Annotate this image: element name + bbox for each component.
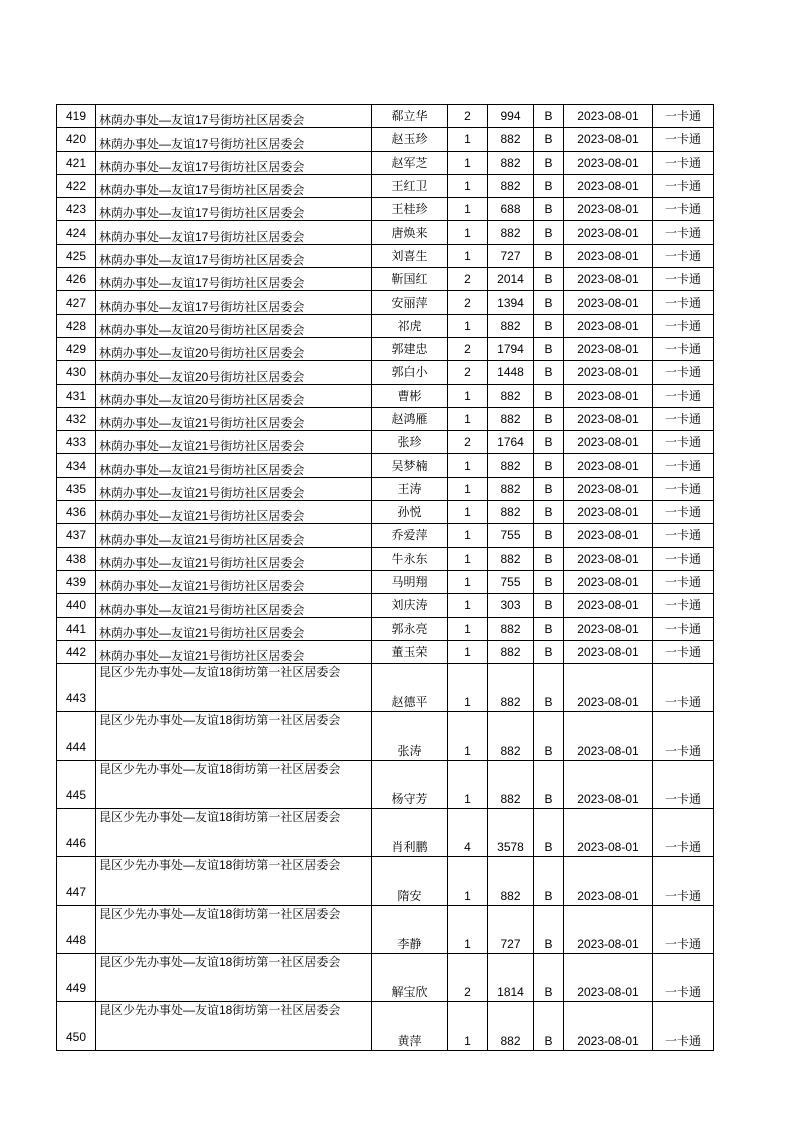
name-cell: 董玉荣 xyxy=(372,640,448,663)
grade-cell: B xyxy=(534,454,564,477)
name-cell: 靳国红 xyxy=(372,268,448,291)
amount-cell: 882 xyxy=(488,547,534,570)
table-row xyxy=(57,198,714,221)
count-cell: 1 xyxy=(448,244,488,267)
row-number: 448 xyxy=(57,905,96,953)
count-cell: 1 xyxy=(448,407,488,430)
name-cell: 王桂珍 xyxy=(372,198,448,221)
grade-cell: B xyxy=(534,524,564,547)
date-cell: 2023-08-01 xyxy=(564,361,653,384)
payment-method-cell: 一卡通 xyxy=(653,174,714,197)
grade-cell: B xyxy=(534,905,564,953)
count-cell: 2 xyxy=(448,361,488,384)
count-cell: 4 xyxy=(448,809,488,857)
grade-cell: B xyxy=(534,361,564,384)
grade-cell: B xyxy=(534,640,564,663)
grade-cell: B xyxy=(534,384,564,407)
table-row xyxy=(57,594,714,617)
name-cell: 解宝欣 xyxy=(372,953,448,1001)
amount-cell: 3578 xyxy=(488,809,534,857)
name-cell: 赵玉珍 xyxy=(372,128,448,151)
amount-cell: 882 xyxy=(488,314,534,337)
table-row xyxy=(57,431,714,454)
amount-cell: 882 xyxy=(488,617,534,640)
unit-cell: 林荫办事处—友谊21号街坊社区居委会 xyxy=(96,594,372,617)
payment-method-cell: 一卡通 xyxy=(653,431,714,454)
payment-method-cell: 一卡通 xyxy=(653,268,714,291)
table-row xyxy=(57,857,714,905)
row-number: 430 xyxy=(57,361,96,384)
grade-cell: B xyxy=(534,291,564,314)
table-row xyxy=(57,524,714,547)
table-row xyxy=(57,151,714,174)
unit-cell: 林荫办事处—友谊21号街坊社区居委会 xyxy=(96,617,372,640)
amount-cell: 727 xyxy=(488,244,534,267)
payment-method-cell: 一卡通 xyxy=(653,221,714,244)
payment-method-cell: 一卡通 xyxy=(653,617,714,640)
row-number: 420 xyxy=(57,128,96,151)
amount-cell: 303 xyxy=(488,594,534,617)
name-cell: 王红卫 xyxy=(372,174,448,197)
table-row xyxy=(57,407,714,430)
name-cell: 马明翔 xyxy=(372,570,448,593)
amount-cell: 882 xyxy=(488,128,534,151)
count-cell: 1 xyxy=(448,454,488,477)
row-number: 435 xyxy=(57,477,96,500)
count-cell: 1 xyxy=(448,640,488,663)
count-cell: 1 xyxy=(448,570,488,593)
date-cell: 2023-08-01 xyxy=(564,221,653,244)
unit-cell: 林荫办事处—友谊21号街坊社区居委会 xyxy=(96,640,372,663)
table-row xyxy=(57,105,714,128)
row-number: 447 xyxy=(57,857,96,905)
payment-method-cell: 一卡通 xyxy=(653,314,714,337)
row-number: 423 xyxy=(57,198,96,221)
payment-method-cell: 一卡通 xyxy=(653,244,714,267)
table-row xyxy=(57,953,714,1001)
row-number: 437 xyxy=(57,524,96,547)
grade-cell: B xyxy=(534,314,564,337)
unit-cell: 林荫办事处—友谊21号街坊社区居委会 xyxy=(96,501,372,524)
date-cell: 2023-08-01 xyxy=(564,291,653,314)
unit-cell: 林荫办事处—友谊21号街坊社区居委会 xyxy=(96,454,372,477)
unit-cell: 昆区少先办事处—友谊18街坊第一社区居委会 xyxy=(96,953,372,1001)
amount-cell: 882 xyxy=(488,174,534,197)
grade-cell: B xyxy=(534,268,564,291)
name-cell: 刘庆涛 xyxy=(372,594,448,617)
grade-cell: B xyxy=(534,953,564,1001)
amount-cell: 882 xyxy=(488,664,534,712)
table-row xyxy=(57,664,714,712)
unit-cell: 林荫办事处—友谊21号街坊社区居委会 xyxy=(96,431,372,454)
unit-cell: 林荫办事处—友谊20号街坊社区居委会 xyxy=(96,384,372,407)
amount-cell: 755 xyxy=(488,524,534,547)
date-cell: 2023-08-01 xyxy=(564,712,653,760)
name-cell: 唐焕来 xyxy=(372,221,448,244)
row-number: 439 xyxy=(57,570,96,593)
date-cell: 2023-08-01 xyxy=(564,809,653,857)
amount-cell: 688 xyxy=(488,198,534,221)
unit-cell: 昆区少先办事处—友谊18街坊第一社区居委会 xyxy=(96,857,372,905)
grade-cell: B xyxy=(534,477,564,500)
row-number: 436 xyxy=(57,501,96,524)
amount-cell: 1764 xyxy=(488,431,534,454)
count-cell: 2 xyxy=(448,291,488,314)
count-cell: 1 xyxy=(448,760,488,808)
row-number: 450 xyxy=(57,1002,96,1050)
count-cell: 2 xyxy=(448,268,488,291)
date-cell: 2023-08-01 xyxy=(564,105,653,128)
count-cell: 1 xyxy=(448,594,488,617)
row-number: 449 xyxy=(57,953,96,1001)
amount-cell: 2014 xyxy=(488,268,534,291)
name-cell: 郭白小 xyxy=(372,361,448,384)
payment-method-cell: 一卡通 xyxy=(653,524,714,547)
table-row xyxy=(57,268,714,291)
grade-cell: B xyxy=(534,664,564,712)
date-cell: 2023-08-01 xyxy=(564,244,653,267)
amount-cell: 1394 xyxy=(488,291,534,314)
date-cell: 2023-08-01 xyxy=(564,407,653,430)
name-cell: 刘喜生 xyxy=(372,244,448,267)
payment-method-cell: 一卡通 xyxy=(653,953,714,1001)
payment-method-cell: 一卡通 xyxy=(653,291,714,314)
unit-cell: 林荫办事处—友谊17号街坊社区居委会 xyxy=(96,151,372,174)
date-cell: 2023-08-01 xyxy=(564,594,653,617)
payment-method-cell: 一卡通 xyxy=(653,477,714,500)
grade-cell: B xyxy=(534,857,564,905)
payment-method-cell: 一卡通 xyxy=(653,501,714,524)
unit-cell: 昆区少先办事处—友谊18街坊第一社区居委会 xyxy=(96,760,372,808)
unit-cell: 林荫办事处—友谊21号街坊社区居委会 xyxy=(96,407,372,430)
unit-cell: 林荫办事处—友谊20号街坊社区居委会 xyxy=(96,337,372,360)
payment-method-cell: 一卡通 xyxy=(653,361,714,384)
row-number: 424 xyxy=(57,221,96,244)
date-cell: 2023-08-01 xyxy=(564,640,653,663)
unit-cell: 林荫办事处—友谊17号街坊社区居委会 xyxy=(96,244,372,267)
count-cell: 1 xyxy=(448,905,488,953)
roster-body xyxy=(57,105,714,1051)
payment-method-cell: 一卡通 xyxy=(653,570,714,593)
date-cell: 2023-08-01 xyxy=(564,857,653,905)
count-cell: 1 xyxy=(448,314,488,337)
date-cell: 2023-08-01 xyxy=(564,760,653,808)
row-number: 442 xyxy=(57,640,96,663)
name-cell: 郭建忠 xyxy=(372,337,448,360)
amount-cell: 882 xyxy=(488,640,534,663)
date-cell: 2023-08-01 xyxy=(564,268,653,291)
count-cell: 2 xyxy=(448,431,488,454)
amount-cell: 1448 xyxy=(488,361,534,384)
payment-method-cell: 一卡通 xyxy=(653,640,714,663)
count-cell: 2 xyxy=(448,337,488,360)
row-number: 443 xyxy=(57,664,96,712)
grade-cell: B xyxy=(534,1002,564,1050)
unit-cell: 林荫办事处—友谊21号街坊社区居委会 xyxy=(96,547,372,570)
count-cell: 1 xyxy=(448,547,488,570)
row-number: 441 xyxy=(57,617,96,640)
payment-method-cell: 一卡通 xyxy=(653,905,714,953)
row-number: 445 xyxy=(57,760,96,808)
count-cell: 1 xyxy=(448,664,488,712)
payment-method-cell: 一卡通 xyxy=(653,594,714,617)
payment-method-cell: 一卡通 xyxy=(653,128,714,151)
unit-cell: 林荫办事处—友谊17号街坊社区居委会 xyxy=(96,105,372,128)
unit-cell: 昆区少先办事处—友谊18街坊第一社区居委会 xyxy=(96,809,372,857)
payment-method-cell: 一卡通 xyxy=(653,384,714,407)
grade-cell: B xyxy=(534,151,564,174)
amount-cell: 1814 xyxy=(488,953,534,1001)
name-cell: 祁虎 xyxy=(372,314,448,337)
date-cell: 2023-08-01 xyxy=(564,905,653,953)
amount-cell: 882 xyxy=(488,477,534,500)
count-cell: 1 xyxy=(448,477,488,500)
amount-cell: 882 xyxy=(488,1002,534,1050)
unit-cell: 林荫办事处—友谊17号街坊社区居委会 xyxy=(96,174,372,197)
date-cell: 2023-08-01 xyxy=(564,337,653,360)
count-cell: 1 xyxy=(448,384,488,407)
table-row xyxy=(57,712,714,760)
date-cell: 2023-08-01 xyxy=(564,314,653,337)
grade-cell: B xyxy=(534,617,564,640)
payment-method-cell: 一卡通 xyxy=(653,760,714,808)
row-number: 440 xyxy=(57,594,96,617)
name-cell: 牛永东 xyxy=(372,547,448,570)
grade-cell: B xyxy=(534,431,564,454)
table-row xyxy=(57,337,714,360)
table-row xyxy=(57,905,714,953)
table-row xyxy=(57,1002,714,1050)
count-cell: 1 xyxy=(448,221,488,244)
row-number: 444 xyxy=(57,712,96,760)
grade-cell: B xyxy=(534,244,564,267)
unit-cell: 林荫办事处—友谊17号街坊社区居委会 xyxy=(96,221,372,244)
row-number: 421 xyxy=(57,151,96,174)
date-cell: 2023-08-01 xyxy=(564,384,653,407)
amount-cell: 1794 xyxy=(488,337,534,360)
table-row xyxy=(57,640,714,663)
amount-cell: 882 xyxy=(488,501,534,524)
unit-cell: 林荫办事处—友谊20号街坊社区居委会 xyxy=(96,361,372,384)
name-cell: 赵鸿雁 xyxy=(372,407,448,430)
grade-cell: B xyxy=(534,594,564,617)
amount-cell: 882 xyxy=(488,221,534,244)
name-cell: 吴梦楠 xyxy=(372,454,448,477)
amount-cell: 882 xyxy=(488,760,534,808)
grade-cell: B xyxy=(534,407,564,430)
name-cell: 曹彬 xyxy=(372,384,448,407)
count-cell: 1 xyxy=(448,128,488,151)
unit-cell: 昆区少先办事处—友谊18街坊第一社区居委会 xyxy=(96,1002,372,1050)
table-row xyxy=(57,760,714,808)
row-number: 427 xyxy=(57,291,96,314)
grade-cell: B xyxy=(534,128,564,151)
table-row xyxy=(57,384,714,407)
name-cell: 肖利鹏 xyxy=(372,809,448,857)
grade-cell: B xyxy=(534,570,564,593)
unit-cell: 林荫办事处—友谊17号街坊社区居委会 xyxy=(96,198,372,221)
row-number: 431 xyxy=(57,384,96,407)
unit-cell: 昆区少先办事处—友谊18街坊第一社区居委会 xyxy=(96,664,372,712)
grade-cell: B xyxy=(534,337,564,360)
table-row xyxy=(57,128,714,151)
date-cell: 2023-08-01 xyxy=(564,151,653,174)
unit-cell: 林荫办事处—友谊21号街坊社区居委会 xyxy=(96,477,372,500)
payment-method-cell: 一卡通 xyxy=(653,712,714,760)
amount-cell: 882 xyxy=(488,712,534,760)
roster-table xyxy=(56,104,714,1051)
count-cell: 1 xyxy=(448,524,488,547)
name-cell: 张涛 xyxy=(372,712,448,760)
row-number: 429 xyxy=(57,337,96,360)
table-row xyxy=(57,174,714,197)
name-cell: 赵军芝 xyxy=(372,151,448,174)
name-cell: 张珍 xyxy=(372,431,448,454)
count-cell: 1 xyxy=(448,174,488,197)
row-number: 426 xyxy=(57,268,96,291)
table-row xyxy=(57,244,714,267)
name-cell: 王涛 xyxy=(372,477,448,500)
row-number: 425 xyxy=(57,244,96,267)
name-cell: 安丽萍 xyxy=(372,291,448,314)
unit-cell: 林荫办事处—友谊17号街坊社区居委会 xyxy=(96,268,372,291)
grade-cell: B xyxy=(534,221,564,244)
table-row xyxy=(57,314,714,337)
count-cell: 1 xyxy=(448,712,488,760)
unit-cell: 林荫办事处—友谊17号街坊社区居委会 xyxy=(96,291,372,314)
date-cell: 2023-08-01 xyxy=(564,524,653,547)
name-cell: 赵德平 xyxy=(372,664,448,712)
payment-method-cell: 一卡通 xyxy=(653,151,714,174)
table-row xyxy=(57,547,714,570)
name-cell: 杨守芳 xyxy=(372,760,448,808)
date-cell: 2023-08-01 xyxy=(564,617,653,640)
row-number: 433 xyxy=(57,431,96,454)
count-cell: 1 xyxy=(448,151,488,174)
unit-cell: 昆区少先办事处—友谊18街坊第一社区居委会 xyxy=(96,712,372,760)
date-cell: 2023-08-01 xyxy=(564,664,653,712)
count-cell: 2 xyxy=(448,105,488,128)
row-number: 419 xyxy=(57,105,96,128)
grade-cell: B xyxy=(534,198,564,221)
unit-cell: 林荫办事处—友谊21号街坊社区居委会 xyxy=(96,570,372,593)
date-cell: 2023-08-01 xyxy=(564,198,653,221)
date-cell: 2023-08-01 xyxy=(564,570,653,593)
grade-cell: B xyxy=(534,809,564,857)
count-cell: 1 xyxy=(448,857,488,905)
amount-cell: 882 xyxy=(488,384,534,407)
payment-method-cell: 一卡通 xyxy=(653,664,714,712)
payment-method-cell: 一卡通 xyxy=(653,454,714,477)
table-row xyxy=(57,221,714,244)
payment-method-cell: 一卡通 xyxy=(653,809,714,857)
name-cell: 乔爱萍 xyxy=(372,524,448,547)
amount-cell: 882 xyxy=(488,857,534,905)
date-cell: 2023-08-01 xyxy=(564,128,653,151)
name-cell: 黄萍 xyxy=(372,1002,448,1050)
row-number: 422 xyxy=(57,174,96,197)
table-row xyxy=(57,570,714,593)
grade-cell: B xyxy=(534,760,564,808)
date-cell: 2023-08-01 xyxy=(564,477,653,500)
count-cell: 1 xyxy=(448,1002,488,1050)
count-cell: 2 xyxy=(448,953,488,1001)
row-number: 446 xyxy=(57,809,96,857)
amount-cell: 882 xyxy=(488,407,534,430)
table-row xyxy=(57,291,714,314)
table-row xyxy=(57,617,714,640)
payment-method-cell: 一卡通 xyxy=(653,105,714,128)
date-cell: 2023-08-01 xyxy=(564,174,653,197)
amount-cell: 994 xyxy=(488,105,534,128)
count-cell: 1 xyxy=(448,198,488,221)
date-cell: 2023-08-01 xyxy=(564,547,653,570)
name-cell: 孙悦 xyxy=(372,501,448,524)
table-row xyxy=(57,361,714,384)
row-number: 432 xyxy=(57,407,96,430)
name-cell: 隋安 xyxy=(372,857,448,905)
table-row xyxy=(57,477,714,500)
grade-cell: B xyxy=(534,547,564,570)
amount-cell: 882 xyxy=(488,454,534,477)
unit-cell: 林荫办事处—友谊17号街坊社区居委会 xyxy=(96,128,372,151)
grade-cell: B xyxy=(534,501,564,524)
date-cell: 2023-08-01 xyxy=(564,431,653,454)
payment-method-cell: 一卡通 xyxy=(653,337,714,360)
date-cell: 2023-08-01 xyxy=(564,454,653,477)
grade-cell: B xyxy=(534,105,564,128)
date-cell: 2023-08-01 xyxy=(564,953,653,1001)
row-number: 438 xyxy=(57,547,96,570)
payment-method-cell: 一卡通 xyxy=(653,547,714,570)
unit-cell: 林荫办事处—友谊21号街坊社区居委会 xyxy=(96,524,372,547)
count-cell: 1 xyxy=(448,617,488,640)
payment-method-cell: 一卡通 xyxy=(653,198,714,221)
grade-cell: B xyxy=(534,174,564,197)
row-number: 428 xyxy=(57,314,96,337)
name-cell: 郭永亮 xyxy=(372,617,448,640)
date-cell: 2023-08-01 xyxy=(564,1002,653,1050)
table-row xyxy=(57,454,714,477)
table-row xyxy=(57,809,714,857)
name-cell: 李静 xyxy=(372,905,448,953)
grade-cell: B xyxy=(534,712,564,760)
payment-method-cell: 一卡通 xyxy=(653,857,714,905)
date-cell: 2023-08-01 xyxy=(564,501,653,524)
amount-cell: 755 xyxy=(488,570,534,593)
unit-cell: 林荫办事处—友谊20号街坊社区居委会 xyxy=(96,314,372,337)
row-number: 434 xyxy=(57,454,96,477)
unit-cell: 昆区少先办事处—友谊18街坊第一社区居委会 xyxy=(96,905,372,953)
count-cell: 1 xyxy=(448,501,488,524)
name-cell: 郗立华 xyxy=(372,105,448,128)
payment-method-cell: 一卡通 xyxy=(653,1002,714,1050)
payment-method-cell: 一卡通 xyxy=(653,407,714,430)
amount-cell: 882 xyxy=(488,151,534,174)
table-row xyxy=(57,501,714,524)
amount-cell: 727 xyxy=(488,905,534,953)
